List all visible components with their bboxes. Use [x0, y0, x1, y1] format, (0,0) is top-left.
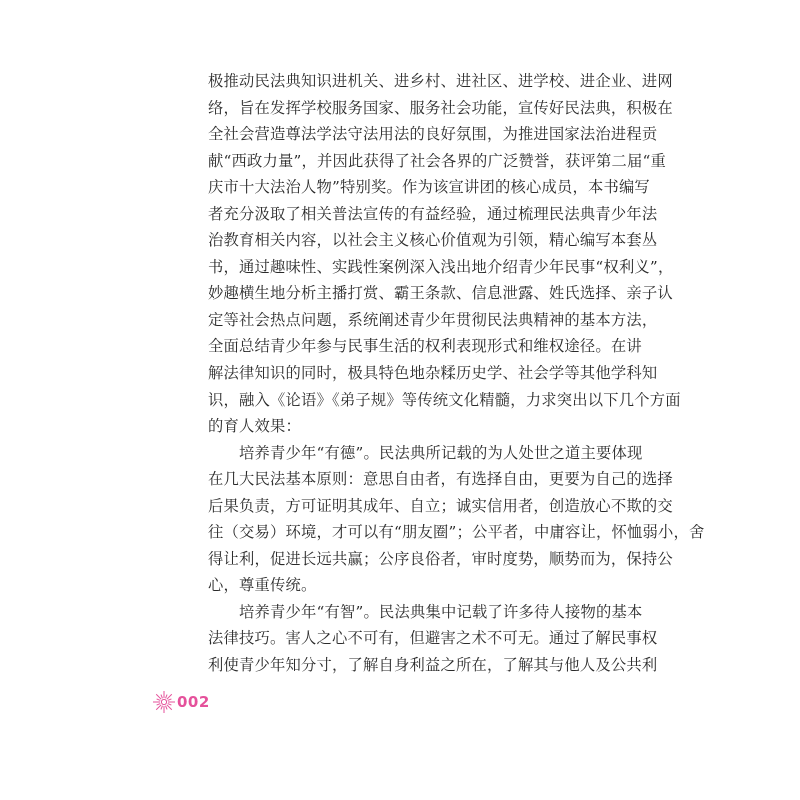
text-line: 利使青少年知分寸，了解自身利益之所在，了解其与他人及公共利 [208, 656, 658, 675]
burst-ray [168, 699, 172, 701]
text-line: 往（交易）环境，才可以有“朋友圈”；公平者，中庸容让，怀恤弱小，舍 [208, 523, 705, 542]
burst-ray [157, 699, 161, 701]
burst-ray [156, 705, 161, 710]
burst-ray [167, 694, 172, 699]
burst-ray [161, 706, 163, 710]
burst-ray [161, 695, 163, 699]
text-line: 络，旨在发挥学校服务国家、服务社会功能，宣传好民法典，积极在 [208, 98, 673, 117]
text-line: 解法律知识的同时，极具特色地杂糅历史学、社会学等其他学科知 [208, 364, 658, 383]
text-line: 庆市十大法治人物”特别奖。作为该宣讲团的核心成员，本书编写 [208, 178, 650, 197]
page-footer [152, 690, 210, 714]
text-line: 法律技巧。害人之心不可有，但避害之术不可无。通过了解民事权 [208, 629, 658, 648]
text-line: 治教育相关内容，以社会主义核心价值观为引领，精心编写本套丛 [208, 231, 658, 250]
text-line: 妙趣横生地分析主播打赏、霸王条款、信息泄露、姓氏选择、亲子认 [208, 284, 673, 303]
text-line: 书，通过趣味性、实践性案例深入浅出地介绍青少年民事“权利义”， [208, 257, 674, 276]
burst-ray [166, 695, 168, 699]
text-line: 识，融入《论语》《弟子规》等传统文化精髓，力求突出以下几个方面 [208, 390, 681, 409]
text-line: 的育人效果： [208, 417, 301, 436]
burst-ray [157, 704, 161, 706]
text-line: 培养青少年“有德”。民法典所记载的为人处世之道主要体现 [208, 443, 643, 462]
text-line: 者充分汲取了相关普法宣传的有益经验，通过梳理民法典青少年法 [208, 204, 658, 223]
text-line: 献“西政力量”，并因此获得了社会各界的广泛赞誉，获评第二届“重 [208, 151, 666, 170]
text-line: 后果负责，方可证明其成年、自立；诚实信用者，创造放心不欺的交 [208, 496, 673, 515]
text-line: 极推动民法典知识进机关、进乡村、进社区、进学校、进企业、进网 [208, 72, 673, 90]
text-line: 在几大民法基本原则：意思自由者，有选择自由，更要为自己的选择 [208, 470, 673, 489]
text-line: 心，尊重传统。 [208, 576, 317, 595]
burst-ray [167, 705, 172, 710]
burst-ray [166, 706, 168, 710]
sun-burst-icon [152, 690, 176, 714]
body-text [208, 68, 705, 679]
text-line: 全社会营造尊法学法守法用法的良好氛围，为推进国家法治进程贡 [208, 125, 658, 144]
burst-ray [156, 694, 161, 699]
text-line: 培养青少年“有智”。民法典集中记载了许多待人接物的基本 [208, 602, 643, 621]
burst-center [161, 699, 166, 704]
burst-ray [168, 704, 172, 706]
text-line: 得让利，促进长远共赢；公序良俗者，审时度势，顺势而为，保持公 [208, 549, 673, 568]
text-line: 定等社会热点问题，系统阐述青少年贯彻民法典精神的基本方法， [208, 310, 658, 329]
page-number: 002 [177, 693, 210, 711]
text-line: 全面总结青少年参与民事生活的权利表现形式和维权途径。在讲 [208, 337, 642, 356]
